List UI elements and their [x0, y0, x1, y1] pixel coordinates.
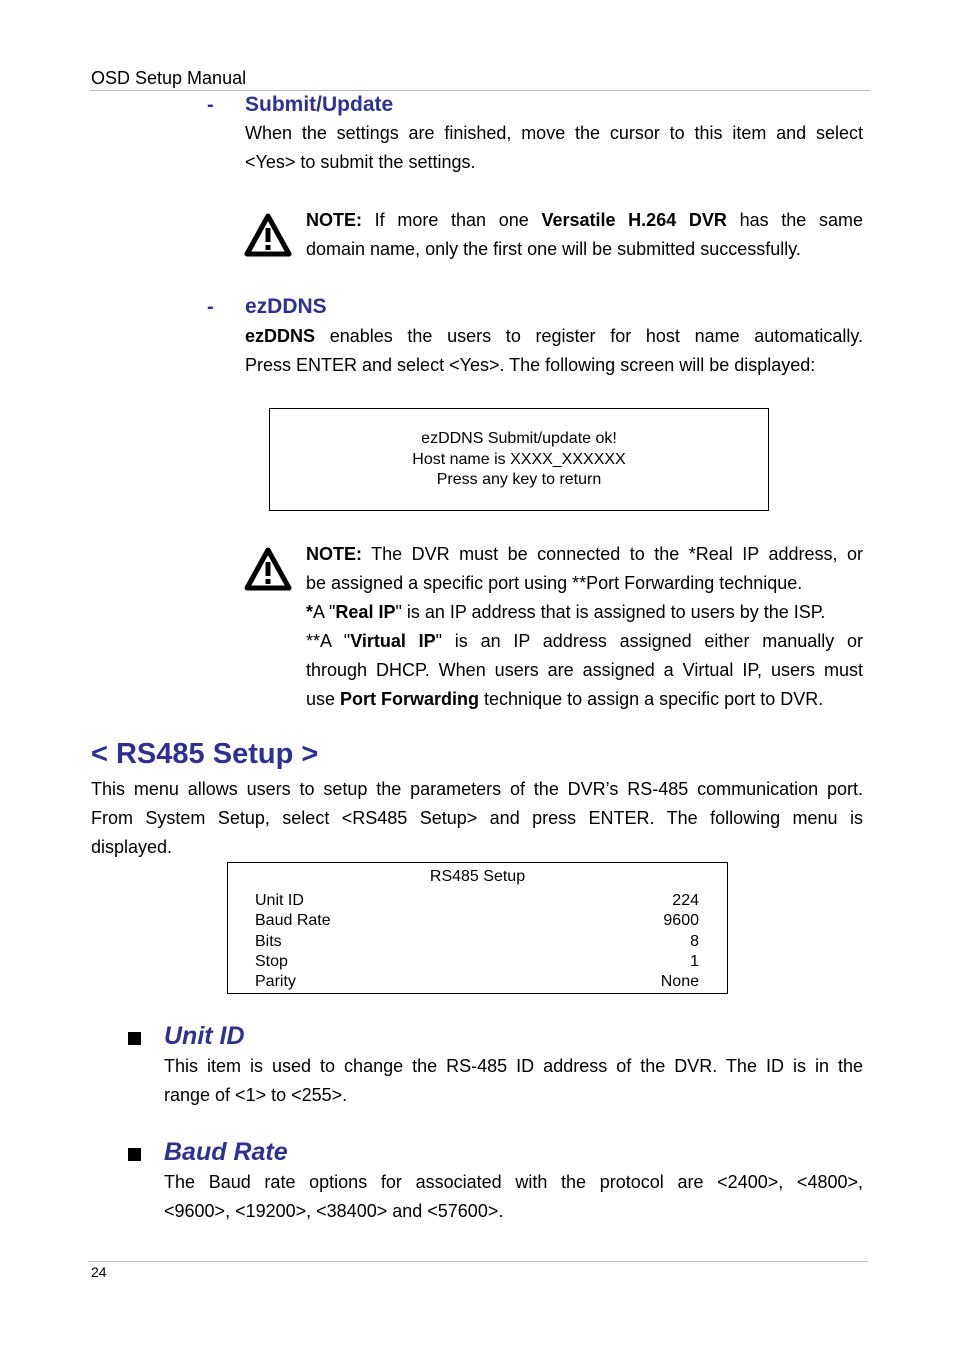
menu-row-unit-id — [255, 892, 699, 912]
note-1-product: Versatile H.264 DVR — [541, 210, 727, 230]
menu-row-label: Parity — [255, 973, 296, 990]
note-2-line-6 — [306, 685, 863, 714]
note-2-line-6-a: use — [306, 689, 341, 709]
footer-divider — [88, 1261, 868, 1262]
menu-row-value: 1 — [690, 953, 699, 970]
menu-row-value: None — [660, 973, 699, 990]
note-2-line-1-rest: The DVR must be connected to the *Real IP address, or — [362, 544, 863, 564]
rs485-body — [91, 775, 863, 862]
note-1-text-a: If more than one — [362, 210, 542, 230]
ezddns-screen-line-1: ezDDNS Submit/update ok! — [421, 430, 617, 447]
rs485-line-2: From System Setup, select <RS485 Setup> and press ENTER. The following menu is — [91, 808, 863, 828]
menu-row-bits — [255, 933, 699, 953]
ezddns-screen-line-3: Press any key to return — [436, 471, 602, 488]
note-1-line-1 — [306, 206, 863, 235]
menu-row-value: 9600 — [663, 912, 699, 929]
note-2-line-4 — [306, 627, 863, 656]
note-2-line-3 — [306, 598, 863, 627]
submit-update-dash: - — [207, 94, 214, 116]
note-2-star: * — [306, 602, 314, 622]
rs485-line-1: This menu allows users to setup the parameters of the DVR’s RS-485 communication port. — [91, 779, 863, 799]
menu-row-label: Stop — [255, 953, 288, 970]
unit-id-heading: Unit ID — [164, 1022, 245, 1050]
unit-id-line-2: range of <1> to <255>. — [164, 1085, 348, 1105]
note-2-line-3-b: " is an IP address that is assigned to users by the ISP. — [395, 602, 826, 622]
note-1-text-b: has the same — [726, 210, 863, 230]
note-2-label: NOTE: — [306, 544, 362, 564]
rs485-menu-title: RS485 Setup — [429, 868, 526, 885]
menu-row-stop — [255, 953, 699, 973]
note-2-line-1 — [306, 540, 863, 569]
square-bullet-icon — [128, 1148, 141, 1161]
menu-row-baud-rate — [255, 912, 699, 932]
note-2-port-forwarding: Port Forwarding — [340, 689, 480, 709]
rs485-line-3: displayed. — [91, 837, 173, 857]
ezddns-line-2: Press ENTER and select <Yes>. The following screen will be displayed: — [245, 355, 816, 375]
warning-icon — [244, 212, 292, 258]
square-bullet-icon — [128, 1032, 141, 1045]
header-divider — [90, 90, 870, 91]
baud-rate-body — [164, 1168, 863, 1226]
ezddns-line-1 — [245, 322, 863, 351]
note-2-line-4-b: " is an IP address assigned either manually or — [435, 631, 863, 651]
submit-update-body — [245, 119, 863, 177]
note-1-label: NOTE: — [306, 210, 362, 230]
baud-rate-line-1: The Baud rate options for associated with the protocol are <2400>, <4800>, — [164, 1172, 863, 1192]
note-1-line-2: domain name, only the first one will be submitted successfully. — [306, 239, 801, 259]
baud-rate-line-2: <9600>, <19200>, <38400> and <57600>. — [164, 1201, 504, 1221]
ezddns-heading: ezDDNS — [245, 295, 327, 318]
ezddns-dash: - — [207, 296, 214, 318]
ezddns-line-1-rest: enables the users to register for host name automatically. — [315, 326, 863, 346]
ezddns-bold-word: ezDDNS — [245, 326, 316, 346]
note-2-line-4-a: **A " — [306, 631, 351, 651]
baud-rate-heading: Baud Rate — [164, 1138, 288, 1166]
menu-row-value: 224 — [672, 892, 699, 909]
ezddns-body — [245, 322, 863, 380]
unit-id-line-1: This item is used to change the RS-485 ID address of the DVR. The ID is in the — [164, 1056, 863, 1076]
menu-row-label: Unit ID — [255, 892, 304, 909]
menu-row-label: Bits — [255, 933, 282, 950]
submit-update-line-1: When the settings are finished, move the cursor to this item and select — [245, 123, 863, 143]
ezddns-screen-line-2: Host name is XXXX_XXXXXX — [412, 450, 626, 468]
ezddns-screen — [269, 408, 769, 511]
rs485-menu — [227, 862, 728, 994]
note-2-real-ip: Real IP — [335, 602, 396, 622]
header-title: OSD Setup Manual — [91, 68, 247, 88]
submit-update-heading: Submit/Update — [245, 93, 394, 116]
note-2 — [306, 540, 863, 714]
page-number: 24 — [91, 1264, 107, 1280]
note-2-line-6-b: technique to assign a specific port to DVR. — [479, 689, 824, 709]
note-2-virtual-ip: Virtual IP — [350, 631, 436, 651]
note-2-line-5: through DHCP. When users are assigned a Virtual IP, users must — [306, 660, 863, 680]
menu-row-label: Baud Rate — [255, 912, 331, 929]
menu-row-parity — [255, 973, 699, 993]
submit-update-line-2: <Yes> to submit the settings. — [245, 152, 476, 172]
warning-icon — [244, 546, 292, 592]
note-2-line-2: be assigned a specific port using **Port Forwarding technique. — [306, 573, 803, 593]
menu-row-value: 8 — [690, 933, 699, 950]
note-1 — [306, 206, 863, 264]
rs485-heading: < RS485 Setup > — [91, 738, 319, 770]
note-2-line-3-a: A " — [313, 602, 336, 622]
unit-id-body — [164, 1052, 863, 1110]
